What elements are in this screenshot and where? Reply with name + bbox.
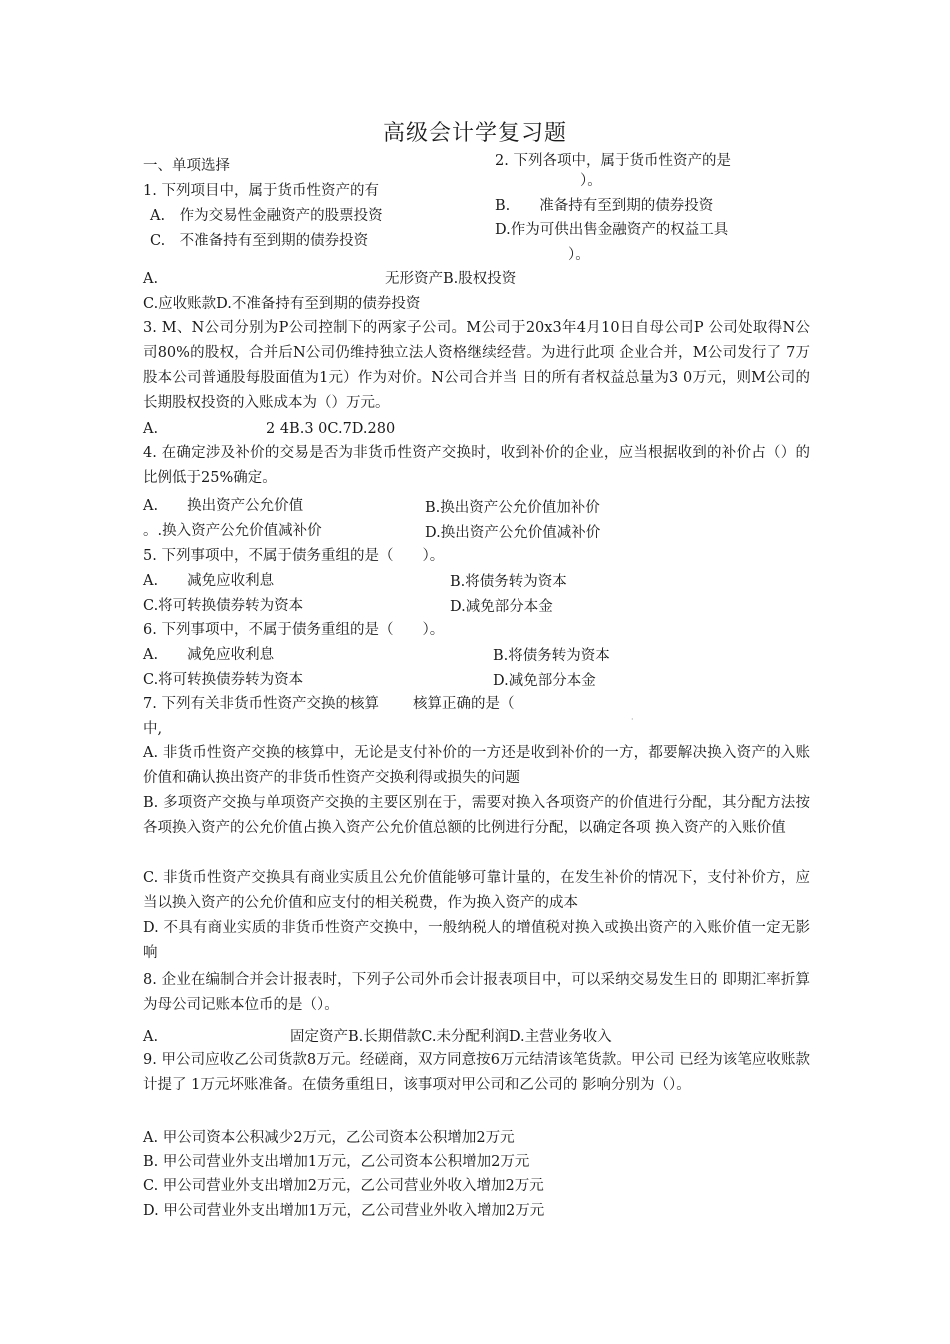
q6-option-c: C.将可转换债券转为资本 — [143, 672, 304, 688]
q2-option-b: B. 准备持有至到期的债券投资 — [495, 198, 714, 214]
q3-option-a-label: A. — [143, 421, 159, 437]
q6-option-a: A. 减免应收利息 — [143, 647, 275, 663]
q9-stem: 9. 甲公司应收乙公司货款8万元。经磋商，双方同意按6万元结清该笔货款。甲公司 已经为该笔应收账款计提了 1万元坏账准备。在债务重组日，该事项对甲公司和乙公司的 影响分别为（）。 — [143, 1052, 810, 1093]
q5-option-c: C.将可转换债券转为资本 — [143, 598, 304, 614]
q2-stem: 2. 下列各项中，属于货币性资产的是 — [495, 153, 731, 169]
stray-dot: · — [631, 715, 634, 724]
q4-option-c: 。.换入资产公允价值减补价 — [143, 523, 322, 539]
q4-option-a: A. 换出资产公允价值 — [143, 498, 304, 514]
q7-stem-part3: 中, — [143, 721, 163, 737]
q2-paren2: ）。 — [568, 247, 590, 263]
q7-stem-part2: 核算正确的是（ — [413, 696, 515, 712]
section-heading: 一、单项选择 — [143, 158, 230, 174]
q6-stem: 6. 下列事项中，不属于债务重组的是（ ）。 — [143, 622, 445, 638]
qx-option-ab: 无形资产B.股权投资 — [385, 271, 517, 287]
q9-option-d: D. 甲公司营业外支出增加1万元，乙公司营业外收入增加2万元 — [143, 1203, 545, 1219]
qx-option-cd: C.应收账款D.不准备持有至到期的债券投资 — [143, 296, 421, 312]
q4-option-b: B.换出资产公允价值加补价 — [425, 500, 600, 516]
q1-stem: 1. 下列项目中，属于货币性资产的有 — [143, 183, 379, 199]
q3-options: 2 4B.3 0C.7D.280 — [266, 421, 396, 437]
q5-option-b: B.将债务转为资本 — [450, 574, 567, 590]
q7-option-a: A. 非货币性资产交换的核算中，无论是支付补价的一方还是收到补价的一方，都要解决换入资产的入账价值和确认换出资产的非货币性资产交换利得或损失的问题 — [143, 745, 810, 786]
page-title: 高级会计学复习题 — [382, 121, 567, 146]
q8-options: 固定资产B.长期借款C.未分配利润D.主营业务收入 — [290, 1029, 612, 1045]
q4-option-d: D.换出资产公允价值减补价 — [425, 525, 601, 541]
q6-option-b: B.将债务转为资本 — [493, 648, 610, 664]
q1-option-c: C. 不准备持有至到期的债券投资 — [150, 233, 369, 249]
q2-paren: ）。 — [580, 173, 602, 189]
qx-option-a-label: A. — [143, 271, 159, 287]
q9-option-b: B. 甲公司营业外支出增加1万元，乙公司资本公积增加2万元 — [143, 1154, 530, 1170]
q3-stem: 3. M、N公司分别为P公司控制下的两家子公司。M公司于20x3年4月10日自母公司P 公司处取得N公司80%的股权，合并后N公司仍维持独立法人资格继续经营。为进行此项 企业合并，M公司发行了 7万股本公司普通股每股面值为1元）作为对价。N公司合并当 日的所有者权益总量为3 0万元，则M公司的长期股权投资的入账成本为（）万元。 — [143, 320, 810, 411]
q7-option-c: C. 非货币性资产交换具有商业实质且公允价值能够可靠计量的，在发生补价的情况下，支付补价方，应当以换入资产的公允价值和应支付的相关税费，作为换入资产的成本 — [143, 870, 810, 911]
q7-option-b: B. 多项资产交换与单项资产交换的主要区别在于，需要对换入各项资产的价值进行分配，其分配方法按各项换入资产的公允价值占换入资产公允价值总额的比例进行分配，以确定各项 换入资产的入账价值 — [143, 795, 810, 836]
q2-option-d: D.作为可供出售金融资产的权益工具 — [495, 222, 729, 238]
q9-option-a: A. 甲公司资本公积减少2万元，乙公司资本公积增加2万元 — [143, 1130, 515, 1146]
q1-option-a: A. 作为交易性金融资产的股票投资 — [150, 208, 383, 224]
q8-stem: 8. 企业在编制合并会计报表时，下列子公司外币会计报表项目中，可以采纳交易发生日的 即期汇率折算为母公司记账本位币的是（）。 — [143, 972, 810, 1013]
q7-option-d: D. 不具有商业实质的非货币性资产交换中，一般纳税人的增值税对换入或换出资产的入账价值一定无影响 — [143, 920, 810, 961]
q5-option-a: A. 减免应收利息 — [143, 573, 275, 589]
q5-stem: 5. 下列事项中，不属于债务重组的是（ ）。 — [143, 548, 445, 564]
q8-option-a-label: A. — [143, 1029, 159, 1045]
q5-option-d: D.减免部分本金 — [450, 599, 553, 615]
q6-option-d: D.减免部分本金 — [493, 673, 596, 689]
q4-stem: 4. 在确定涉及补价的交易是否为非货币性资产交换时，收到补价的企业，应当根据收到的补价占（）的比例低于25%确定。 — [143, 445, 810, 486]
q7-stem-part1: 7. 下列有关非货币性资产交换的核算 — [143, 696, 379, 712]
q9-option-c: C. 甲公司营业外支出增加2万元，乙公司营业外收入增加2万元 — [143, 1178, 544, 1194]
